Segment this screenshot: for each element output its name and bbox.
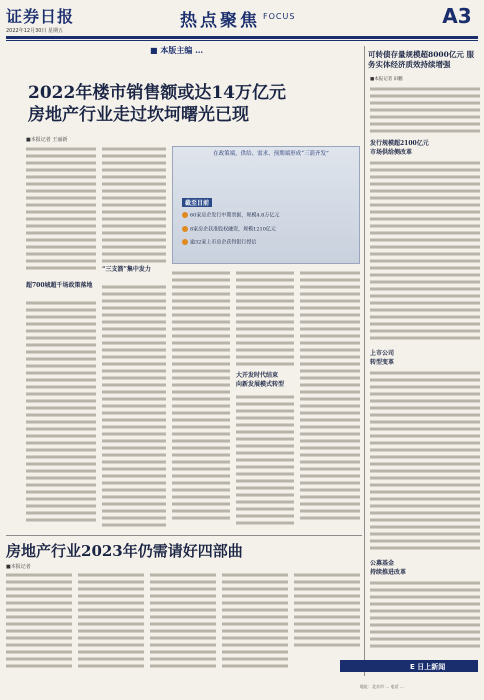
section-title: 热点聚焦: [180, 11, 260, 31]
column-divider: [364, 46, 365, 676]
masthead-rule: [6, 36, 478, 39]
bottom-byline: ■本报记者: [6, 564, 31, 570]
bottom-column-3: [150, 572, 216, 672]
right-subhead-6: 持续推进改革: [370, 569, 407, 576]
masthead-rule-thin: [6, 40, 478, 41]
lead-column-1: [26, 146, 96, 276]
lead-column-4b: [236, 394, 294, 530]
subhead-b: “三支箭”集中发力: [102, 266, 151, 273]
lead-column-2: [102, 146, 166, 266]
section-divider: [6, 535, 362, 536]
lead-headline-line1: 2022年楼市销售额或达14万亿元: [28, 83, 286, 103]
page-number: A3: [442, 4, 472, 28]
infographic-heading: 截至目前: [182, 198, 212, 207]
right-subhead-1: 发行规模超2100亿元: [370, 140, 429, 147]
right-subhead-3: 上市公司: [370, 350, 395, 357]
infographic-list: [182, 212, 354, 247]
dateline: 2022年12月30日 星期五: [6, 28, 64, 34]
right-headline: 可转债存量规模超8000亿元 服务实体经济质效持续增强: [368, 50, 474, 69]
right-subhead-2: 市场供给侧改革: [370, 149, 413, 156]
bottom-headline: 房地产行业2023年仍需请好四部曲: [6, 542, 243, 560]
right-body-4: [370, 580, 480, 656]
lead-column-5: [300, 270, 360, 530]
bottom-column-1: [6, 572, 72, 672]
section-title-english: FOCUS: [263, 12, 296, 21]
section-kicker: ■ 本版主编 …: [150, 45, 204, 55]
bottom-column-5: [294, 572, 360, 652]
subhead-d: 向新发展模式转型: [236, 381, 285, 388]
bullet-icon: [182, 226, 188, 232]
right-body-3: [370, 370, 480, 556]
lead-column-2b: [102, 284, 166, 530]
right-body-2: [370, 160, 480, 346]
right-subhead-5: 公募基金: [370, 560, 395, 567]
promo-ribbon[interactable]: [340, 660, 478, 672]
infographic-caption: 在政策端，供给、需求、预期端形成“三箭齐发”: [213, 151, 329, 157]
lead-headline-line2: 房地产行业走过坎坷曙光已现: [28, 105, 249, 125]
infographic-item: 逾32家上市房企获得银行授信: [182, 239, 354, 247]
right-byline: ■本报记者 田鹏: [370, 77, 403, 82]
bottom-column-4: [222, 572, 288, 672]
promo-ribbon-label: E 日上新闻: [410, 663, 446, 671]
lead-column-3: [172, 270, 230, 530]
footer-text: 地址：北京市 … 电话 …: [360, 684, 404, 689]
lead-byline: ■本报记者 王丽新: [26, 137, 68, 143]
lead-headline: [28, 82, 358, 126]
subhead-a: 超700城超千场政策落地: [26, 282, 93, 289]
right-body-1: [370, 86, 480, 138]
bullet-icon: [182, 239, 188, 245]
lead-column-4: [236, 270, 294, 370]
right-subhead-4: 转型变革: [370, 359, 395, 366]
infographic-item: 60家房企发行中期票据，规模4.8万亿元: [182, 212, 354, 220]
bullet-icon: [182, 212, 188, 218]
subhead-c: 大开发时代结束: [236, 372, 279, 379]
newspaper-logo: 证券日报: [6, 7, 75, 26]
infographic-item: 8家房企获准股权融资，规模1210亿元: [182, 226, 354, 234]
bottom-column-2: [78, 572, 144, 672]
lead-column-1b: [26, 300, 96, 530]
